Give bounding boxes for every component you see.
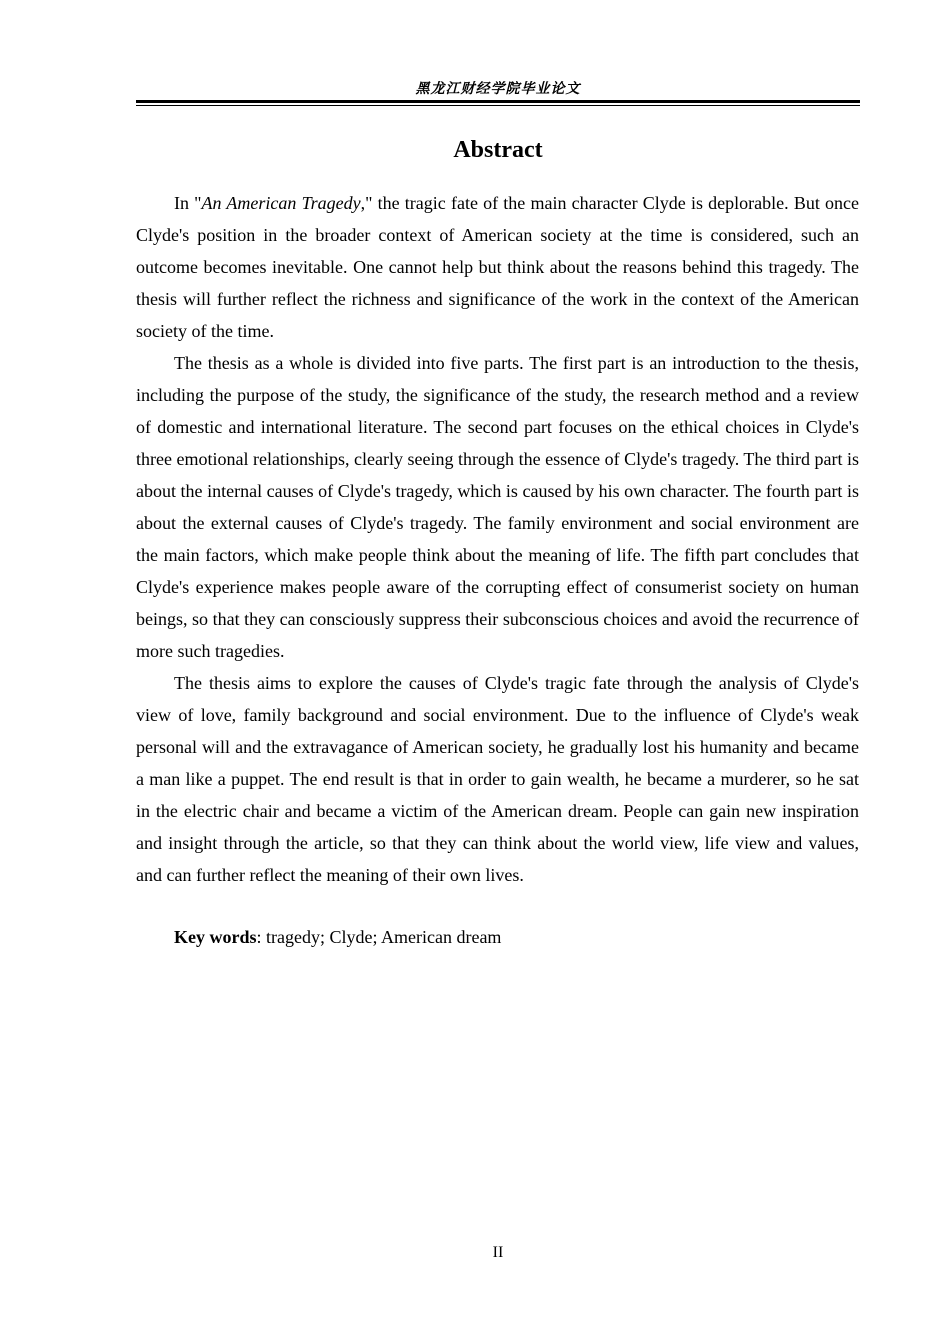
header-rule-thick xyxy=(136,100,860,103)
page-title: Abstract xyxy=(453,137,543,163)
header-rule-thin xyxy=(136,105,860,106)
running-header: 黑龙江财经学院毕业论文 xyxy=(415,81,581,97)
abstract-paragraph-3: The thesis aims to explore the causes of Clyde's tragic fate through the analysis of Clyde's view of love, family background and social environment. Due to the influence of Clyde's weak personal will and the extravagance of American society, he gradually lost his humanity and became a man like a puppet. The end result is that in order to gain wealth, he became a murderer, so he sat in the electric chair and became a victim of the American dream. People can gain new inspiration and insight through the article, so that they can think about the world view, life view and values, and can further reflect the meaning of their own lives. xyxy=(136,673,859,885)
keywords-line xyxy=(136,921,859,953)
keywords-label: Key words xyxy=(174,927,257,947)
abstract-paragraph-2: The thesis as a whole is divided into five parts. The first part is an introduction to the thesis, including the purpose of the study, the significance of the study, the research method and a review of domestic and international literature. The second part focuses on the ethical choices in Clyde's three emotional relationships, clearly seeing through the essence of Clyde's tragedy. The third part is about the internal causes of Clyde's tragedy, which is caused by his own character. The fourth part is about the external causes of Clyde's tragedy. The family environment and social environment are the main factors, which make people think about the meaning of life. The fifth part concludes that Clyde's experience makes people aware of the corrupting effect of consumerist society on human beings, so that they can consciously suppress their subconscious choices and avoid the recurrence of more such tragedies. xyxy=(136,353,859,661)
page-number: II xyxy=(492,1244,504,1261)
keywords-separator: : xyxy=(256,927,267,947)
paragraph-1-rest: ," the tragic fate of the main character Clyde is deplorable. But once Clyde's position in the broader context of American society at the time is considered, such an outcome becomes inevitable. One cannot help but think about the reasons behind this tragedy. The thesis will further reflect the richness and significance of the work in the context of the American society of the time. xyxy=(136,193,860,341)
book-title: An American Tragedy xyxy=(201,193,361,213)
abstract-body xyxy=(136,187,859,891)
paragraph-1-lead: In " xyxy=(174,193,202,213)
keywords-value: tragedy; Clyde; American dream xyxy=(266,927,502,947)
abstract-paragraph-1 xyxy=(136,187,859,347)
